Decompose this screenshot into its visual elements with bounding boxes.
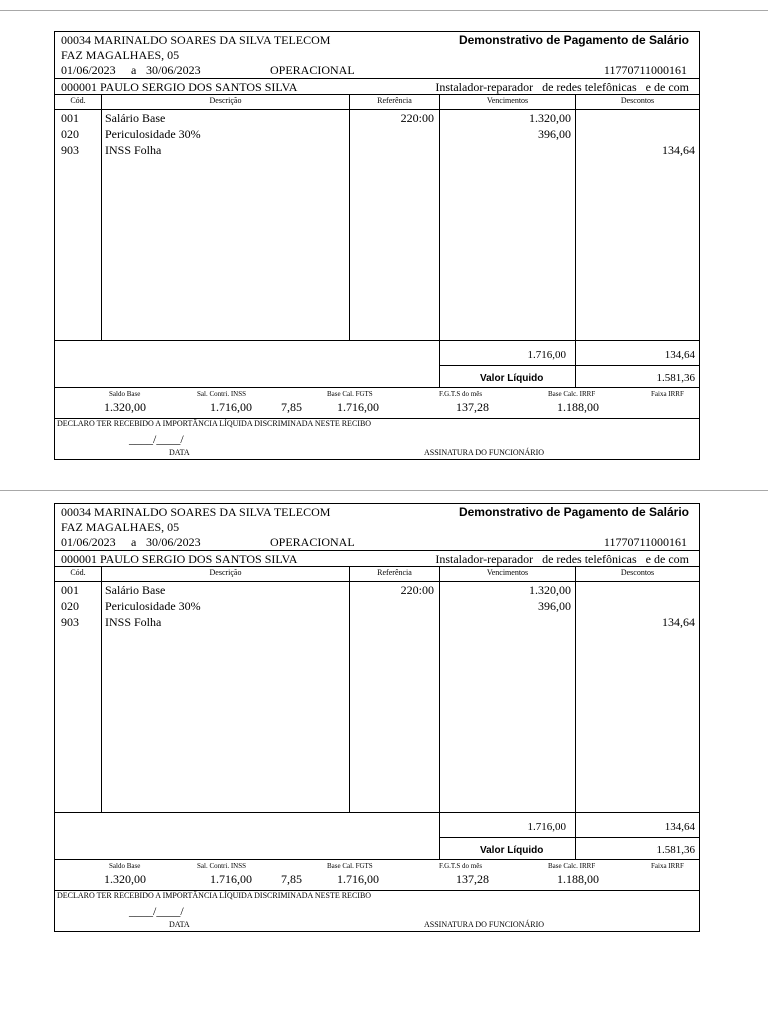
table-row-code: 020 xyxy=(61,599,79,613)
company-name: 00034 MARINALDO SOARES DA SILVA TELECOM xyxy=(61,505,331,519)
footer-label-inss-base: Sal. Contri. INSS xyxy=(197,862,247,870)
footer-value-fgts-base: 1.716,00 xyxy=(337,400,379,414)
column-header-reference: Referência xyxy=(377,568,412,577)
period-end: 30/06/2023 xyxy=(146,535,201,549)
net-pay-label: Valor Líquido xyxy=(480,373,544,384)
footer-label-irrf-base: Base Calc. IRRF xyxy=(548,862,596,870)
column-divider xyxy=(349,567,350,812)
document-title: Demonstrativo de Pagamento de Salário xyxy=(458,505,689,519)
payslip xyxy=(54,503,700,932)
footer-value-fgts-base: 1.716,00 xyxy=(337,872,379,886)
date-label: DATA xyxy=(169,448,190,457)
column-divider xyxy=(575,567,576,859)
period-separator: a xyxy=(131,535,137,549)
signature-label: ASSINATURA DO FUNCIONÁRIO xyxy=(424,920,545,929)
footer-value-base-salary: 1.320,00 xyxy=(104,872,146,886)
divider xyxy=(55,859,699,860)
payslip xyxy=(54,31,700,460)
table-row-description: Periculosidade 30% xyxy=(105,599,201,613)
footer-value-irrf-base: 1.188,00 xyxy=(557,872,599,886)
total-earnings: 1.716,00 xyxy=(527,349,566,361)
employee-name: 000001 PAULO SERGIO DOS SANTOS SILVA xyxy=(61,552,298,566)
footer-label-fgts-base: Base Cal. FGTS xyxy=(327,862,373,870)
date-blank: ____/____/ xyxy=(129,904,184,918)
total-deductions: 134,64 xyxy=(664,349,695,361)
footer-value-inss-rate: 7,85 xyxy=(281,400,302,414)
receipt-declaration: DECLARO TER RECEBIDO A IMPORTÂNCIA LÍQUIDA DISCRIMINADA NESTE RECIBO xyxy=(57,891,372,900)
receipt-declaration: DECLARO TER RECEBIDO A IMPORTÂNCIA LÍQUIDA DISCRIMINADA NESTE RECIBO xyxy=(57,419,372,428)
divider xyxy=(55,109,699,110)
employee-job-title: Instalador-reparador de redes telefônicas e de com xyxy=(435,552,689,566)
employee-job-title: Instalador-reparador de redes telefônicas e de com xyxy=(435,80,689,94)
table-row-deductions: 134,64 xyxy=(662,143,695,157)
page-separator xyxy=(0,10,768,11)
column-header-earnings: Vencimentos xyxy=(486,568,529,577)
department: OPERACIONAL xyxy=(270,63,355,77)
table-row-code: 001 xyxy=(61,583,79,597)
footer-label-base-salary: Saldo Base xyxy=(109,862,141,870)
signature-label: ASSINATURA DO FUNCIONÁRIO xyxy=(424,448,545,457)
date-label: DATA xyxy=(169,920,190,929)
total-earnings: 1.716,00 xyxy=(527,821,566,833)
footer-label-inss-base: Sal. Contri. INSS xyxy=(197,390,247,398)
footer-label-fgts-month: F.G.T.S do mês xyxy=(439,862,483,870)
company-address: FAZ MAGALHAES, 05 xyxy=(61,520,180,534)
table-row-earnings: 1.320,00 xyxy=(529,583,571,597)
column-header-description: Descrição xyxy=(209,568,242,577)
divider xyxy=(439,365,699,366)
total-deductions: 134,64 xyxy=(664,821,695,833)
table-row-code: 903 xyxy=(61,143,79,157)
footer-label-irrf-base: Base Calc. IRRF xyxy=(548,390,596,398)
column-divider xyxy=(101,95,102,340)
column-header-code: Cód. xyxy=(70,96,86,105)
document-title: Demonstrativo de Pagamento de Salário xyxy=(458,33,689,47)
column-header-deductions: Descontos xyxy=(620,96,655,105)
net-pay-value: 1.581,36 xyxy=(656,844,695,856)
column-header-description: Descrição xyxy=(209,96,242,105)
table-row-description: INSS Folha xyxy=(105,143,162,157)
table-row-description: INSS Folha xyxy=(105,615,162,629)
footer-label-fgts-month: F.G.T.S do mês xyxy=(439,390,483,398)
period-separator: a xyxy=(131,63,137,77)
divider xyxy=(439,837,699,838)
divider xyxy=(55,812,699,813)
company-cnpj: 11770711000161 xyxy=(603,63,687,77)
column-header-deductions: Descontos xyxy=(620,568,655,577)
period-end: 30/06/2023 xyxy=(146,63,201,77)
divider xyxy=(55,566,699,567)
table-row-earnings: 396,00 xyxy=(538,127,571,141)
department: OPERACIONAL xyxy=(270,535,355,549)
footer-value-inss-rate: 7,85 xyxy=(281,872,302,886)
divider xyxy=(55,550,699,551)
table-row-earnings: 1.320,00 xyxy=(529,111,571,125)
column-divider xyxy=(575,95,576,387)
net-pay-label: Valor Líquido xyxy=(480,845,544,856)
column-header-code: Cód. xyxy=(70,568,86,577)
divider xyxy=(55,94,699,95)
table-row-description: Salário Base xyxy=(105,111,166,125)
period-start: 01/06/2023 xyxy=(61,63,116,77)
table-row-reference: 220:00 xyxy=(400,111,434,125)
company-cnpj: 11770711000161 xyxy=(603,535,687,549)
divider xyxy=(55,340,699,341)
footer-label-irrf-bracket: Faixa IRRF xyxy=(651,862,684,870)
footer-value-irrf-base: 1.188,00 xyxy=(557,400,599,414)
divider xyxy=(55,387,699,388)
period-start: 01/06/2023 xyxy=(61,535,116,549)
company-address: FAZ MAGALHAES, 05 xyxy=(61,48,180,62)
page-separator xyxy=(0,490,768,491)
company-name: 00034 MARINALDO SOARES DA SILVA TELECOM xyxy=(61,33,331,47)
footer-label-base-salary: Saldo Base xyxy=(109,390,141,398)
table-row-code: 001 xyxy=(61,111,79,125)
column-header-reference: Referência xyxy=(377,96,412,105)
footer-value-inss-base: 1.716,00 xyxy=(210,400,252,414)
column-divider xyxy=(101,567,102,812)
footer-label-irrf-bracket: Faixa IRRF xyxy=(651,390,684,398)
footer-value-inss-base: 1.716,00 xyxy=(210,872,252,886)
date-blank: ____/____/ xyxy=(129,432,184,446)
footer-label-fgts-base: Base Cal. FGTS xyxy=(327,390,373,398)
footer-value-base-salary: 1.320,00 xyxy=(104,400,146,414)
footer-value-fgts-month: 137,28 xyxy=(456,872,489,886)
column-divider xyxy=(349,95,350,340)
column-header-earnings: Vencimentos xyxy=(486,96,529,105)
table-row-code: 020 xyxy=(61,127,79,141)
table-row-reference: 220:00 xyxy=(400,583,434,597)
footer-value-fgts-month: 137,28 xyxy=(456,400,489,414)
employee-name: 000001 PAULO SERGIO DOS SANTOS SILVA xyxy=(61,80,298,94)
net-pay-value: 1.581,36 xyxy=(656,372,695,384)
table-row-code: 903 xyxy=(61,615,79,629)
divider xyxy=(55,581,699,582)
divider xyxy=(55,78,699,79)
table-row-deductions: 134,64 xyxy=(662,615,695,629)
table-row-description: Periculosidade 30% xyxy=(105,127,201,141)
table-row-description: Salário Base xyxy=(105,583,166,597)
table-row-earnings: 396,00 xyxy=(538,599,571,613)
